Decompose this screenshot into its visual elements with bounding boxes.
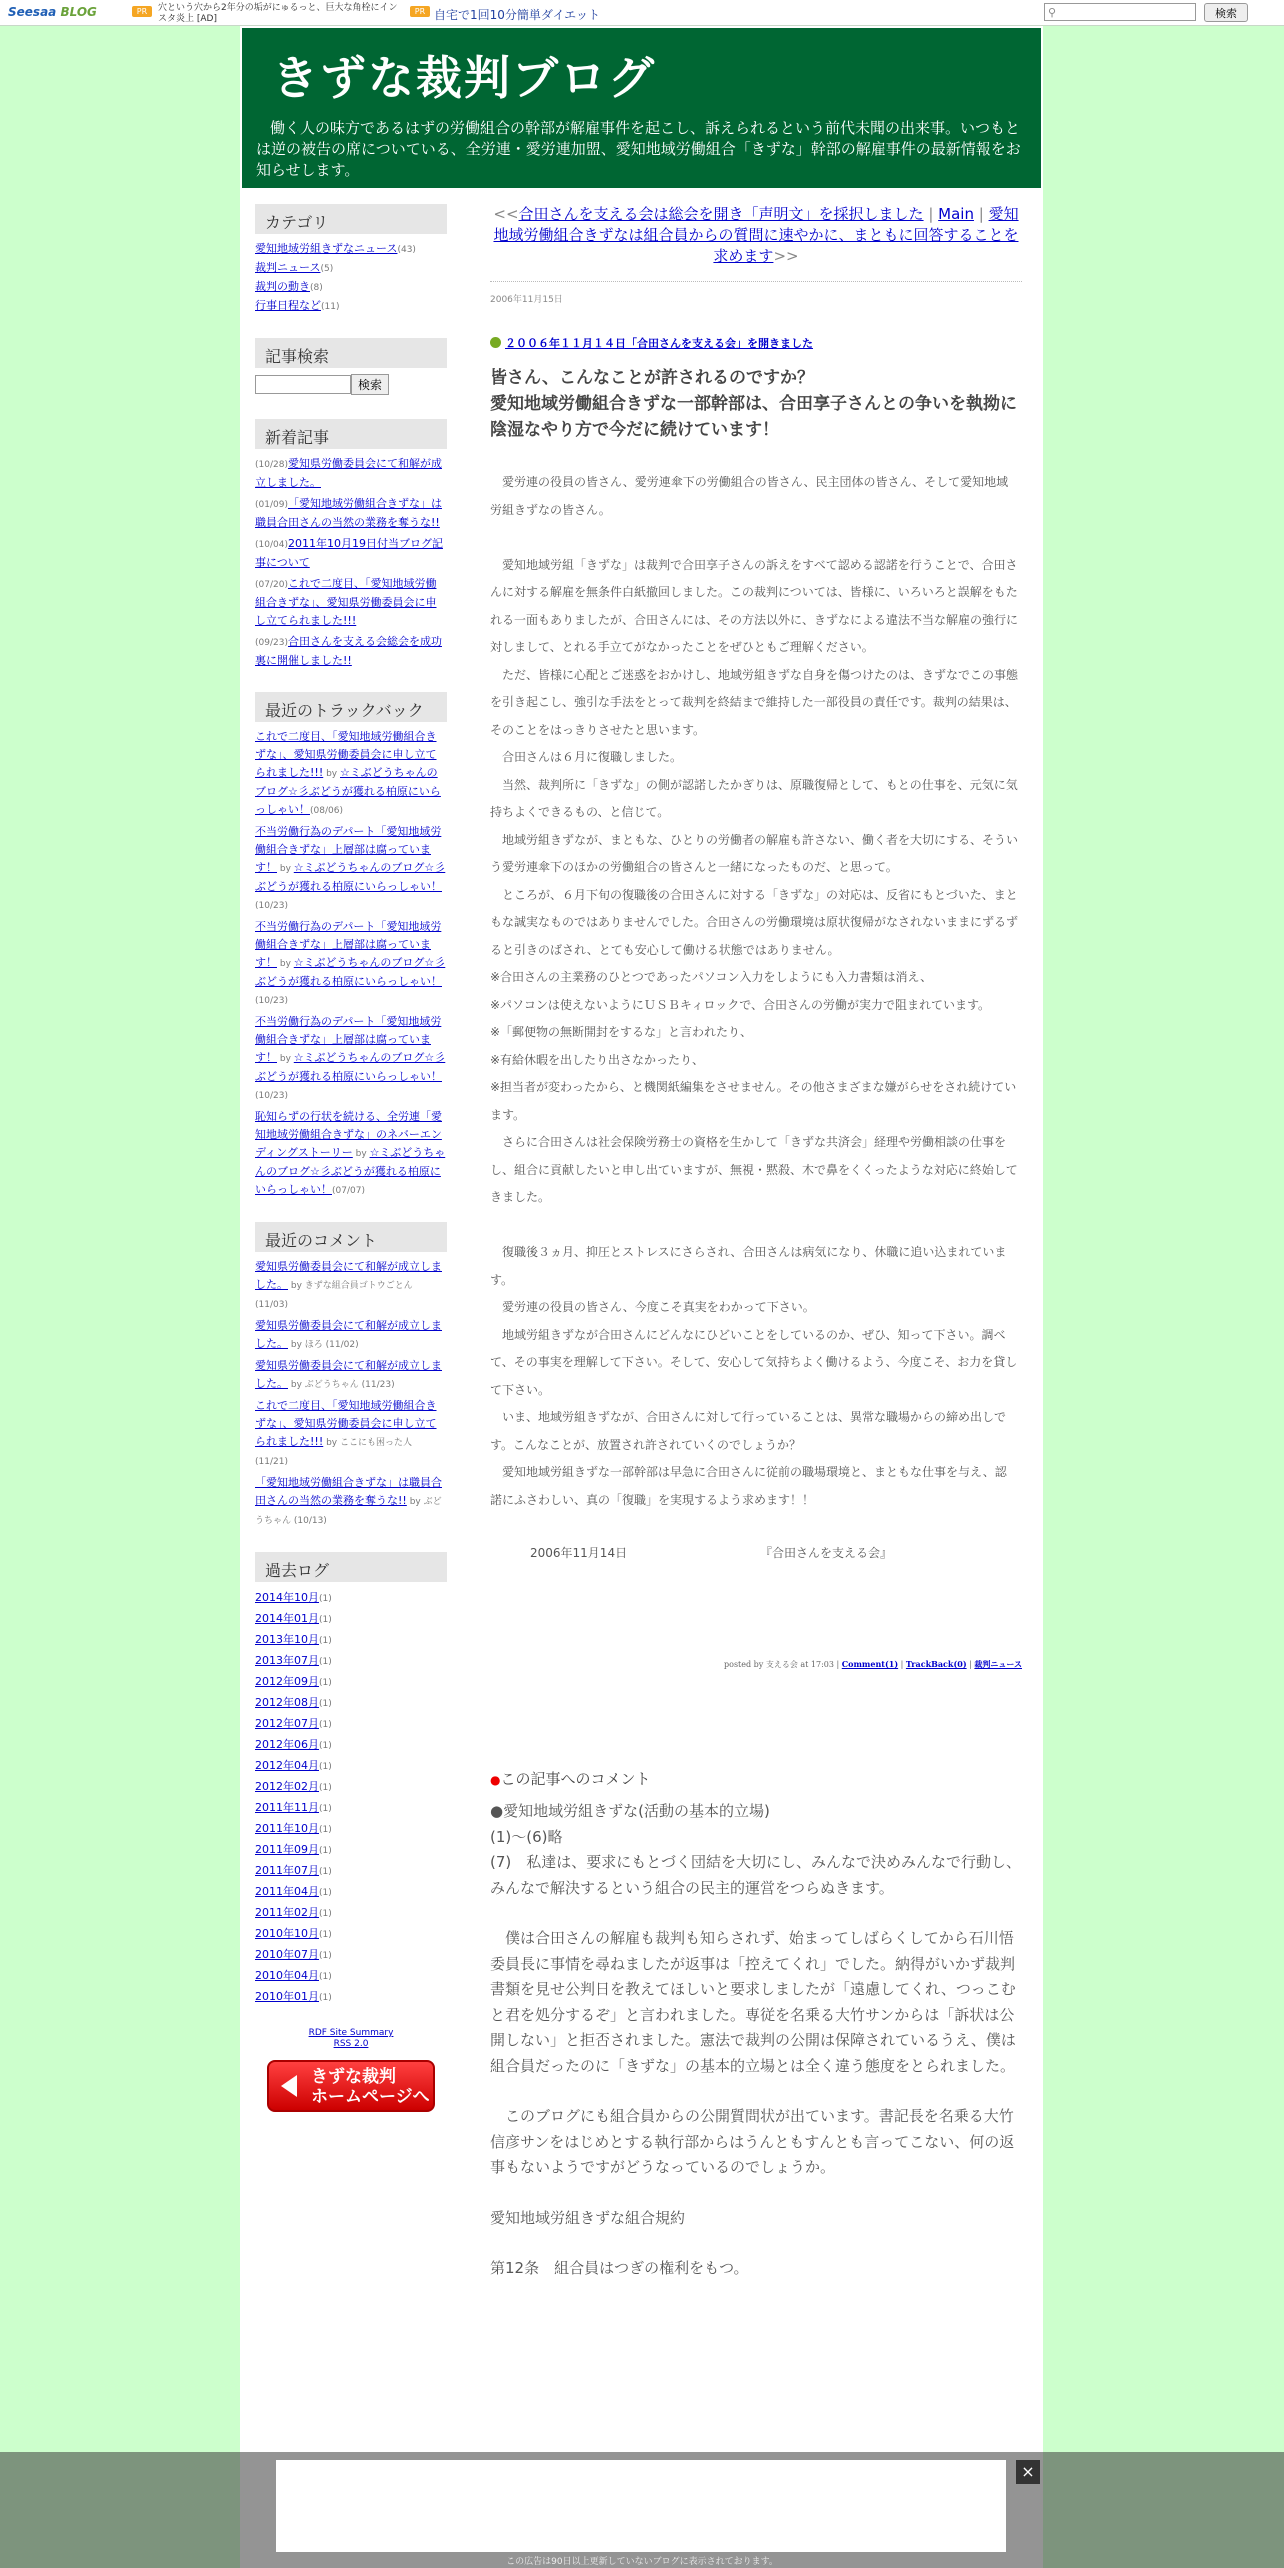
entry-lead: [490, 365, 1022, 443]
recent-link[interactable]: 愛知県労働委員会にて和解が成立しました。: [255, 457, 442, 489]
comment-heading: 最近のコメント: [255, 1222, 447, 1252]
archive-link[interactable]: 2010年01月: [255, 1990, 319, 2003]
bottom-ad-box[interactable]: [276, 2460, 1006, 2552]
comment-paragraph: ●愛知地域労組きずな(活動の基本的立場): [490, 1802, 770, 1820]
trackback-author-link[interactable]: ☆ミぶどうちゃんのブログ☆彡ぶどうが獲れる柏原にいらっしゃい！: [255, 861, 446, 893]
archive-item: [255, 1651, 447, 1672]
archive-item: [255, 1945, 447, 1966]
comments-heading: [490, 1768, 1022, 1789]
main-link[interactable]: Main: [938, 205, 974, 223]
entry-navigation: [490, 204, 1022, 282]
recent-link[interactable]: 2011年10月19日付当ブログ記事について: [255, 537, 443, 569]
entry-paragraph: いま、地域労組きずなが、合田さんに対して行っていることは、異常な職場からの締め出しです。こんなことが、放置され許されていくのでしょうか？: [490, 1410, 1007, 1452]
archive-link[interactable]: 2013年10月: [255, 1633, 319, 1646]
next-entry-link[interactable]: 愛知地域労働組合きずなは組合員からの質問に速やかに、まともに回答することを求めます: [493, 205, 1019, 265]
trackback-author-link[interactable]: ☆ミぶどうちゃんのブログ☆彡ぶどうが獲れる柏原にいらっしゃい！: [255, 1051, 446, 1083]
pr-badge-2: PR: [410, 6, 430, 17]
archive-count: (1): [319, 1762, 332, 1772]
category-list: [255, 240, 447, 316]
archive-item: [255, 1777, 447, 1798]
trackback-heading: 最近のトラックバック: [255, 692, 447, 722]
entry-body: [490, 469, 1018, 1514]
category-count: (8): [310, 283, 323, 293]
main-content: [490, 204, 1022, 2282]
archive-count: (1): [319, 1825, 332, 1835]
top-ad-link-1[interactable]: 穴という穴から2年分の垢がにゅるっと、巨大な角栓にインスタ炎上 [AD]: [158, 3, 398, 24]
sidebar-search: [255, 374, 447, 395]
archive-link[interactable]: 2013年07月: [255, 1654, 319, 1667]
archive-count: (1): [319, 1846, 332, 1856]
comment-spacer: [490, 1901, 1022, 1926]
comment-body: [490, 1799, 1022, 2282]
lead-line-2: 愛知地域労働組合きずな一部幹部は、合田享子さんとの争いを執拗に陰湿なやり方で今だに続けています！: [490, 394, 1017, 440]
archive-count: (1): [319, 1867, 332, 1877]
archive-item: [255, 1840, 447, 1861]
comment-paragraph: (1)～(6)略: [490, 1827, 563, 1846]
recent-link[interactable]: 「愛知地域労働組合きずな」は職員合田さんの当然の業務を奪うな!!: [255, 497, 442, 529]
seesaa-logo[interactable]: Seesaa BLOG: [8, 5, 97, 19]
category-count: (43): [397, 245, 416, 255]
recent-comment-link[interactable]: 愛知県労働委員会にて和解が成立しました。: [255, 1319, 442, 1350]
homepage-banner-button[interactable]: [267, 2060, 435, 2112]
entry-paragraph: 合田さんは６月に復職しました。: [490, 750, 683, 764]
entry-title-link[interactable]: ２００６年１１月１４日「合田さんを支える会」を開きました: [505, 337, 813, 350]
trackback-date: (08/06): [310, 806, 343, 816]
trackback-by: by: [277, 864, 294, 874]
archive-count: (1): [319, 1951, 332, 1961]
recent-date: (10/28): [255, 460, 288, 470]
archive-item: [255, 1903, 447, 1924]
recent-date: (01/09): [255, 500, 288, 510]
blog-header: [240, 26, 1043, 190]
archive-item: [255, 1819, 447, 1840]
archive-count: (1): [319, 1594, 332, 1604]
archive-link[interactable]: 2011年10月: [255, 1822, 319, 1835]
trackback-author-link[interactable]: ☆ミぶどうちゃんのブログ☆彡ぶどうが獲れる柏原にいらっしゃい！: [255, 766, 441, 816]
archive-count: (1): [319, 1636, 332, 1646]
posted-separator: |: [966, 1660, 975, 1669]
trackback-list: [255, 728, 447, 1200]
archive-link[interactable]: 2011年09月: [255, 1843, 319, 1856]
ad-notice: この広告は90日以上更新していないブログに表示されております。: [506, 2557, 778, 2567]
archive-link[interactable]: 2012年06月: [255, 1738, 319, 1751]
trackback-link[interactable]: 不当労働行為のデパート「愛知地域労働組合きずな」上層部は腐っています！: [255, 825, 442, 874]
comment-spacer: [490, 2231, 1022, 2256]
recent-comment-link[interactable]: これで二度目、「愛知地域労働組合きずな」、愛知県労働委員会に申し立てられました!!!: [255, 1399, 437, 1448]
archive-link[interactable]: 2012年07月: [255, 1717, 319, 1730]
trackback-by: by: [323, 769, 340, 779]
archive-link[interactable]: 2011年07月: [255, 1864, 319, 1877]
recent-comment-meta: by ぶどうちゃん (10/13): [255, 1497, 442, 1526]
archive-count: (1): [319, 1678, 332, 1688]
recent-comment-link[interactable]: 愛知県労働委員会にて和解が成立しました。: [255, 1359, 442, 1390]
archive-item: [255, 1798, 447, 1819]
entry-title: [490, 335, 1022, 351]
recent-comment-link[interactable]: 愛知県労働委員会にて和解が成立しました。: [255, 1260, 442, 1291]
blog-container: [240, 26, 1043, 2568]
entry-paragraph: 愛労連の役員の皆さん、愛労連傘下の労働組合の皆さん、民主団体の皆さん、そして愛知地域労組きずなの皆さん。: [490, 475, 1009, 517]
category-count: (11): [321, 302, 340, 312]
trackback-date: (10/23): [255, 996, 288, 1006]
posted-by: [490, 1659, 1022, 1670]
archive-link[interactable]: 2010年04月: [255, 1969, 319, 1982]
search-icon: ⚲: [1048, 6, 1057, 19]
homepage-banner-line1: きずな裁判: [311, 2067, 396, 2087]
entry-paragraph: 復職後３ヵ月、抑圧とストレスにさらされ、合田さんは病気になり、休職に追い込まれています。: [490, 1245, 1007, 1287]
close-icon[interactable]: ×: [1016, 2460, 1040, 2484]
trackback-author-link[interactable]: ☆ミぶどうちゃんのブログ☆彡ぶどうが獲れる柏原にいらっしゃい！: [255, 1146, 446, 1196]
archive-item: [255, 1924, 447, 1945]
trackback-link[interactable]: これで二度目、「愛知地域労働組合きずな」、愛知県労働委員会に申し立てられました!!!: [255, 730, 437, 779]
red-bullet-icon: ●: [490, 1773, 501, 1787]
archive-link[interactable]: 2011年02月: [255, 1906, 319, 1919]
sidebar-search-button[interactable]: 検索: [351, 374, 389, 395]
trackback-count-link[interactable]: TrackBack(0): [905, 1659, 967, 1669]
archive-count: (1): [319, 1888, 332, 1898]
category-link[interactable]: 裁判の動き: [255, 280, 310, 293]
recent-comment-meta: by ほろ (11/02): [288, 1340, 359, 1350]
recent-comment-meta: by きずな組合員ゴトウごとん (11/03): [255, 1281, 413, 1310]
archive-link[interactable]: 2014年10月: [255, 1591, 319, 1604]
entry-date: 2006年11月15日: [490, 295, 563, 305]
category-link[interactable]: 行事日程など: [255, 299, 321, 312]
archive-count: (1): [319, 1783, 332, 1793]
archive-item: [255, 1609, 447, 1630]
entry-paragraph: 愛知地域労組きずな一部幹部は早急に合田さんに従前の職場環境と、まともな仕事を与え、認諾にふさわしい、真の「復職」を実現するよう求めます！！: [490, 1465, 1007, 1507]
archive-count: (1): [319, 1657, 332, 1667]
arrow-left-icon: [281, 2075, 297, 2097]
trackback-link[interactable]: 不当労働行為のデパート「愛知地域労働組合きずな」上層部は腐っています！: [255, 1015, 442, 1064]
trackback-author-link[interactable]: ☆ミぶどうちゃんのブログ☆彡ぶどうが獲れる柏原にいらっしゃい！: [255, 956, 446, 988]
comment-spacer: [490, 2079, 1022, 2104]
entry-paragraph: 地域労組きずなが、まともな、ひとりの労働者の解雇も許さない、働く者を大切にする、そういう愛労連傘下のほかの労働組合の皆さんと一緒になったものだ、と思って。: [490, 832, 1019, 874]
archive-link[interactable]: 2012年04月: [255, 1759, 319, 1772]
trackback-link[interactable]: 不当労働行為のデパート「愛知地域労働組合きずな」上層部は腐っています！: [255, 920, 442, 969]
bullet-icon: [490, 337, 501, 348]
lead-line-1: 皆さん、こんなことが許されるのですか？: [490, 368, 815, 388]
archive-item: [255, 1630, 447, 1651]
archive-item: [255, 1987, 447, 2008]
archive-count: (1): [319, 1741, 332, 1751]
sidebar-search-input[interactable]: [255, 375, 351, 394]
trackback-date: (10/23): [255, 901, 288, 911]
recent-comment-link[interactable]: 「愛知地域労働組合きずな」は職員合田さんの当然の業務を奪うな!!: [255, 1476, 442, 1507]
archive-list: [255, 1588, 447, 2008]
top-search-button[interactable]: 検索: [1204, 3, 1248, 22]
signature-org: 『合田さんを支える会』: [760, 1546, 893, 1560]
sidebar: [255, 204, 447, 2112]
archive-link[interactable]: 2012年09月: [255, 1675, 319, 1688]
archive-link[interactable]: 2012年08月: [255, 1696, 319, 1709]
homepage-banner-line2: ホームページへ: [311, 2087, 430, 2107]
archive-count: (1): [319, 1720, 332, 1730]
entry-paragraph: 当然、裁判所に「きずな」の側が認諾したかぎりは、原職復帰として、もとの仕事を、元気に気持ちよくできるもの、と信じて。: [490, 777, 1018, 819]
rss-link[interactable]: RSS 2.0: [333, 2039, 369, 2049]
entry-paragraph: ただ、皆様に心配とご迷惑をおかけし、地域労組きずな自身を傷つけたのは、きずなでこの事態を引き起こし、強引な手法をとって裁判を終結まで維持した一部役員の責任です。裁判の結果は、そのことをはっきりさせたと思います。: [490, 667, 1019, 737]
archive-item: [255, 1966, 447, 1987]
trackback-date: (07/07): [332, 1186, 365, 1196]
entry-paragraph: ※担当者が変わったから、と機関紙編集をさせません。その他さまざまな嫌がらせをされ続けています。: [490, 1080, 1017, 1122]
archive-item: [255, 1672, 447, 1693]
comments-heading-text: この記事へのコメント: [500, 1770, 651, 1788]
archive-link[interactable]: 2011年04月: [255, 1885, 319, 1898]
nav-separator: |: [923, 205, 939, 223]
archive-link[interactable]: 2014年01月: [255, 1612, 319, 1625]
archive-item: [255, 1714, 447, 1735]
top-ad-link-2[interactable]: 自宅で1回10分簡単ダイエット: [434, 8, 600, 22]
recent-date: (07/20): [255, 580, 288, 590]
archive-item: [255, 1756, 447, 1777]
recent-date: (09/23): [255, 638, 288, 648]
archive-link[interactable]: 2011年11月: [255, 1801, 319, 1814]
top-search-input[interactable]: [1044, 3, 1196, 21]
entry-paragraph: ※パソコンは使えないようにＵＳＢキィロックで、合田さんの労働が実力で阻まれています。: [490, 997, 991, 1012]
recent-heading: 新着記事: [255, 419, 447, 449]
archive-item: [255, 1693, 447, 1714]
archive-link[interactable]: 2010年10月: [255, 1927, 319, 1940]
posted-separator: |: [898, 1660, 906, 1669]
entry-paragraph: [490, 524, 1018, 552]
feed-links: [255, 2028, 447, 2050]
prev-entry-link[interactable]: 合田さんを支える会は総会を開き「声明文」を採択しました: [518, 205, 924, 223]
archive-item: [255, 1882, 447, 1903]
archive-count: (1): [319, 1804, 332, 1814]
archive-count: (1): [319, 1699, 332, 1709]
comment-spacer: [490, 2181, 1022, 2206]
archive-heading: 過去ログ: [255, 1552, 447, 1582]
entry-paragraph: 地域労組きずなが合田さんにどんなにひどいことをしているのか、ぜひ、知って下さい。調べて、その事実を理解して下さい。そして、安心して気持ちよく働けるよう、今度こそ、お力を貸して下さい。: [490, 1327, 1018, 1397]
trackback-by: by: [277, 959, 294, 969]
archive-count: (1): [319, 1972, 332, 1982]
trackback-by: by: [277, 1054, 294, 1064]
pr-badge: PR: [132, 6, 152, 17]
top-search: [1044, 3, 1237, 21]
signature-date: 2006年11月14日: [530, 1546, 628, 1560]
trackback-date: (10/23): [255, 1091, 288, 1101]
category-count: (5): [320, 264, 334, 274]
comment-paragraph: 愛知地域労組きずな組合規約: [490, 2208, 686, 2227]
blog-title[interactable]: きずな裁判ブログ: [272, 51, 656, 105]
archive-item: [255, 1735, 447, 1756]
entry-paragraph: [490, 1212, 1018, 1240]
trackback-by: by: [352, 1149, 370, 1159]
recent-comment-meta: by ぶどうちゃん (11/23): [288, 1380, 395, 1390]
nav-next-marker: >>: [773, 247, 799, 265]
recent-comment-list: [255, 1258, 447, 1530]
archive-link[interactable]: 2010年07月: [255, 1948, 319, 1961]
entry-signature: [490, 1544, 1022, 1564]
recent-list: [255, 455, 447, 670]
entry-paragraph: 愛労連の役員の皆さん、今度こそ真実をわかって下さい。: [490, 1300, 815, 1314]
bottom-ad-overlay: [0, 2452, 1284, 2568]
category-heading: カテゴリ: [255, 204, 447, 234]
recent-comment-meta: by ここにも困った人 (11/21): [255, 1438, 412, 1467]
comment-paragraph: 第12条 組合員はつぎの権利をもつ。: [490, 2259, 749, 2277]
blog-description: 働く人の味方であるはずの労働組合の幹部が解雇事件を起こし、訴えられるという前代未聞の出来事。いつもとは逆の被告の席についている、全労連・愛労連加盟、愛知地域労働組合「きずな」幹部の解雇事件の最新情報をお知らせします。: [256, 119, 1021, 179]
archive-item: [255, 1588, 447, 1609]
archive-count: (1): [319, 1615, 332, 1625]
entry-paragraph: ※有給休暇を出したり出さなかったり、: [490, 1052, 705, 1067]
category-link[interactable]: 愛知地域労組きずなニュース: [255, 242, 398, 255]
archive-count: (1): [319, 1909, 332, 1919]
entry-paragraph: 愛知地域労組「きずな」は裁判で合田享子さんの訴えをすべて認める認諾を行うことで、合田さんに対する解雇を無条件白紙撤回しました。この裁判については、皆様に、いろいろと誤解をもたれる一面もありましたが、合田さんには、その方法以外に、きずなによる違法不当な解雇の強行に対しまして、とれる手立てがなかったことをぜひともご理解ください。: [490, 557, 1019, 654]
archive-count: (1): [319, 1993, 332, 2003]
archive-item: [255, 1861, 447, 1882]
recent-date: (10/04): [255, 540, 288, 550]
comment-count-link[interactable]: Comment(1): [841, 1659, 899, 1669]
recent-link[interactable]: これで二度目、「愛知地域労働組合きずな」、愛知県労働委員会に申し立てられました!!!: [255, 577, 437, 627]
nav-separator: |: [973, 205, 989, 223]
comment-paragraph: (7) 私達は、要求にもとづく団結を大切にし、みんなで決めみんなで行動し、みんなで解決するという組合の民主的運営をつらぬきます。: [490, 1853, 1021, 1897]
comment-paragraph: 僕は合田さんの解雇も裁判も知らされず、始まってしばらくしてから石川悟委員長に事情を尋ねましたが返事は「控えてくれ」でした。納得がいかず裁判書類を見せ公判日を教えてほしいと要求しましたが「遠慮してくれ、つっこむと君を処分するぞ」と言われました。専従を名乗る大竹サンからは「訴状は公開しない」と拒否されました。憲法で裁判の公開は保障されているうえ、僕は組合員だったのに「きずな」の基本的立場とは全く違う態度をとられました。: [490, 1929, 1016, 2075]
entry-paragraph: ところが、６月下旬の復職後の合田さんに対する「きずな」の対応は、反省にもとづいた、まともな誠実なものではありませんでした。合田さんの労働環境は原状復帰がなされないままにずるずると引きのばされ、とても安心して働ける状態ではありません。: [490, 887, 1019, 957]
posted-by-text: posted by 支える会 at 17:03 |: [724, 1660, 842, 1669]
category-link[interactable]: 裁判ニュース: [255, 261, 321, 274]
archive-count: (1): [319, 1930, 332, 1940]
trackback-link[interactable]: 恥知らずの行状を続ける、全労連「愛知地域労働組合きずな」のネバーエンディングストーリー: [255, 1110, 442, 1159]
seesaa-top-bar: [0, 0, 1284, 26]
recent-link[interactable]: 合田さんを支える会総会を成功裏に開催しました!!: [255, 635, 442, 667]
entry-paragraph: ※合田さんの主業務のひとつであったパソコン入力をしようにも入力書類は消え、: [490, 970, 933, 984]
rdf-link[interactable]: RDF Site Summary: [308, 2028, 394, 2038]
entry-paragraph: ※「郵便物の無断開封をするな」と言われたり、: [490, 1025, 753, 1039]
entry-category-link[interactable]: 裁判ニュース: [974, 1659, 1022, 1669]
entry-paragraph: さらに合田さんは社会保険労務士の資格を生かして「きずな共済会」経理や労働相談の仕事をし、組合に貢献したいと申し出ていますが、無視・黙殺、木で鼻をくくったような対応に終始してきました。: [490, 1135, 1018, 1204]
nav-prev-marker: <<: [493, 205, 519, 223]
comment-paragraph: このブログにも組合員からの公開質問状が出ています。書記長を名乗る大竹信彦サンをはじめとする執行部からはうんともすんとも言ってこない、何の返事もないようですがどうなっているのでしょうか。: [490, 2107, 1015, 2176]
archive-link[interactable]: 2012年02月: [255, 1780, 319, 1793]
search-heading: 記事検索: [255, 338, 447, 368]
